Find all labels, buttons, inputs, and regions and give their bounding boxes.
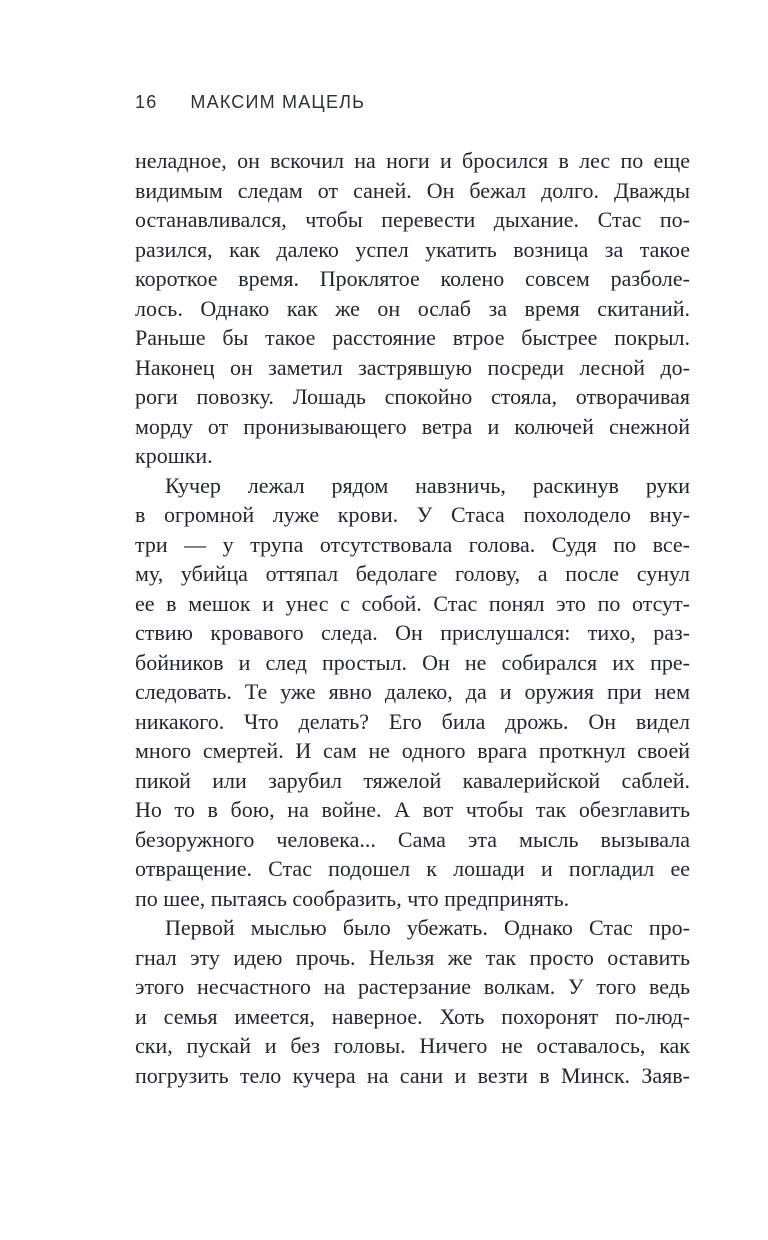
paragraph <box>135 471 690 914</box>
text-line: три — у трупа отсутствовала голова. Судя по все- <box>135 531 690 557</box>
text-line: роги повозку. Лошадь спокойно стояла, отворачивая <box>135 384 690 409</box>
text-line: безоружного человека... Сама эта мысль вызывала <box>135 826 690 852</box>
paragraph <box>135 913 690 1090</box>
text-line: отвращение. Стас подошел к лошади и погладил ее <box>135 856 690 881</box>
text-line: никакого. Что делать? Его била дрожь. Он видел <box>135 708 690 734</box>
page-body <box>135 146 690 1090</box>
text-line: Наконец он заметил застрявшую посреди лесной до- <box>135 354 690 380</box>
text-line: в огромной луже крови. У Стаса похолодело вну- <box>135 502 690 527</box>
text-line: пикой или зарубил тяжелой кавалерийской саблей. <box>135 767 690 793</box>
text-line: Кучер лежал рядом навзничь, раскинув руки <box>165 472 690 498</box>
text-line: крошки. <box>135 443 213 468</box>
text-line: по шее, пытаясь сообразить, что предпринять. <box>135 885 570 911</box>
text-line: погрузить тело кучера на сани и везти в Минск. Заяв- <box>135 1062 690 1088</box>
text-line: разился, как далеко успел укатить возница за такое <box>135 236 690 262</box>
text-line: Первой мыслью было убежать. Однако Стас про- <box>165 915 690 940</box>
text-line: морду от пронизывающего ветра и колючей снежной <box>135 413 690 439</box>
text-line: лось. Однако как же он ослаб за время скитаний. <box>135 295 690 321</box>
text-line: му, убийца оттяпал бедолаге голову, а после сунул <box>135 561 690 586</box>
text-line: много смертей. И сам не одного врага проткнул своей <box>135 738 690 763</box>
running-title: МАКСИМ МАЦЕЛЬ <box>190 92 366 112</box>
text-line: следовать. Те уже явно далеко, да и оружия при нем <box>135 679 690 704</box>
paragraph <box>135 146 690 471</box>
page-number: 16 <box>135 92 158 112</box>
page-header <box>135 92 365 113</box>
text-line: останавливался, чтобы перевести дыхание. Стас по- <box>135 207 690 232</box>
text-line: и семья имеется, наверное. Хоть похоронят по-люд- <box>135 1003 690 1029</box>
text-line: короткое время. Проклятое колено совсем разболе- <box>135 266 690 291</box>
text-line: ее в мешок и унес с собой. Стас понял это по отсут- <box>135 590 690 616</box>
text-line: видимым следам от саней. Он бежал долго. Дважды <box>135 177 690 203</box>
text-line: ствию кровавого следа. Он прислушался: тихо, раз- <box>135 620 690 645</box>
text-line: бойников и след простыл. Он не собирался их пре- <box>135 649 690 675</box>
text-line: Раньше бы такое расстояние втрое быстрее покрыл. <box>135 325 690 350</box>
text-line: гнал эту идею прочь. Нельзя же так просто оставить <box>135 944 690 970</box>
text-line: неладное, он вскочил на ноги и бросился в лес по еще <box>135 148 690 173</box>
text-line: Но то в бою, на войне. А вот чтобы так обезглавить <box>135 797 690 822</box>
text-line: ски, пускай и без головы. Ничего не оставалось, как <box>135 1033 690 1058</box>
text-line: этого несчастного на растерзание волкам. У того ведь <box>135 974 690 999</box>
